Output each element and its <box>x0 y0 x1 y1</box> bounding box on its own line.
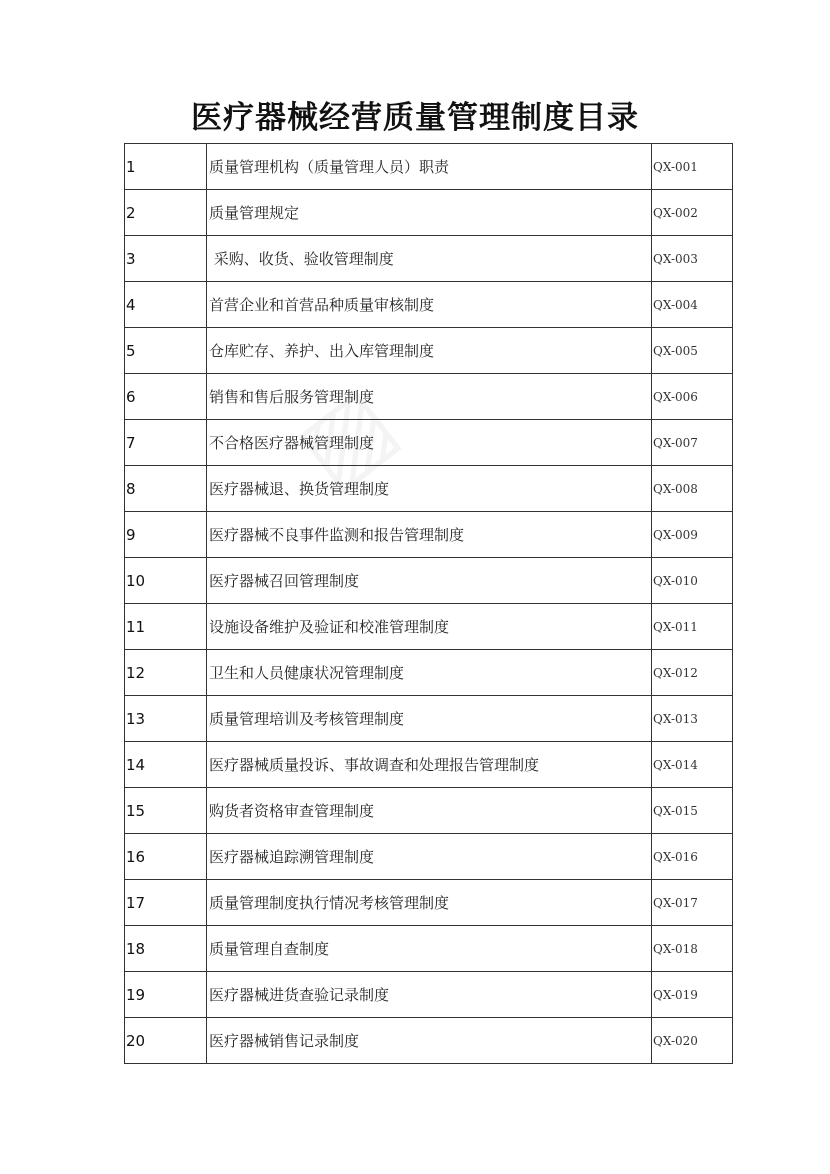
regulation-code: QX-004 <box>652 282 733 328</box>
row-number: 14 <box>125 742 207 788</box>
regulation-name: 购货者资格审查管理制度 <box>207 788 652 834</box>
regulation-name: 质量管理自查制度 <box>207 926 652 972</box>
regulation-name: 医疗器械进货查验记录制度 <box>207 972 652 1018</box>
table-row <box>125 742 733 788</box>
regulation-code: QX-006 <box>652 374 733 420</box>
row-number: 17 <box>125 880 207 926</box>
table-row <box>125 604 733 650</box>
regulation-name: 采购、收货、验收管理制度 <box>207 236 652 282</box>
regulation-name: 医疗器械不良事件监测和报告管理制度 <box>207 512 652 558</box>
row-number: 9 <box>125 512 207 558</box>
table-row <box>125 972 733 1018</box>
regulation-code: QX-020 <box>652 1018 733 1064</box>
table-row <box>125 420 733 466</box>
table-body <box>125 144 733 1064</box>
regulation-name: 质量管理制度执行情况考核管理制度 <box>207 880 652 926</box>
row-number: 4 <box>125 282 207 328</box>
row-number: 1 <box>125 144 207 190</box>
regulation-code: QX-014 <box>652 742 733 788</box>
regulation-name: 医疗器械退、换货管理制度 <box>207 466 652 512</box>
regulation-code: QX-002 <box>652 190 733 236</box>
row-number: 15 <box>125 788 207 834</box>
regulation-code: QX-017 <box>652 880 733 926</box>
table-row <box>125 512 733 558</box>
table-row <box>125 788 733 834</box>
regulation-name: 质量管理培训及考核管理制度 <box>207 696 652 742</box>
row-number: 7 <box>125 420 207 466</box>
table-row <box>125 466 733 512</box>
table-row <box>125 190 733 236</box>
regulation-code: QX-003 <box>652 236 733 282</box>
table-row <box>125 558 733 604</box>
table-row <box>125 282 733 328</box>
regulation-code: QX-005 <box>652 328 733 374</box>
table-row <box>125 926 733 972</box>
row-number: 12 <box>125 650 207 696</box>
regulation-code: QX-011 <box>652 604 733 650</box>
regulation-name: 医疗器械召回管理制度 <box>207 558 652 604</box>
regulation-index-table <box>124 143 733 1064</box>
regulation-code: QX-012 <box>652 650 733 696</box>
regulation-name: 不合格医疗器械管理制度 <box>207 420 652 466</box>
row-number: 6 <box>125 374 207 420</box>
row-number: 3 <box>125 236 207 282</box>
regulation-name: 卫生和人员健康状况管理制度 <box>207 650 652 696</box>
page-title: 医疗器械经营质量管理制度目录 <box>191 100 639 136</box>
row-number: 20 <box>125 1018 207 1064</box>
regulation-name: 质量管理机构（质量管理人员）职责 <box>207 144 652 190</box>
regulation-name: 质量管理规定 <box>207 190 652 236</box>
table-row <box>125 834 733 880</box>
table-row <box>125 236 733 282</box>
regulation-code: QX-007 <box>652 420 733 466</box>
regulation-code: QX-019 <box>652 972 733 1018</box>
regulation-code: QX-001 <box>652 144 733 190</box>
row-number: 18 <box>125 926 207 972</box>
regulation-code: QX-008 <box>652 466 733 512</box>
regulation-name: 医疗器械追踪溯管理制度 <box>207 834 652 880</box>
regulation-name: 设施设备维护及验证和校准管理制度 <box>207 604 652 650</box>
regulation-name: 仓库贮存、养护、出入库管理制度 <box>207 328 652 374</box>
row-number: 2 <box>125 190 207 236</box>
regulation-code: QX-018 <box>652 926 733 972</box>
table-row <box>125 144 733 190</box>
regulation-code: QX-015 <box>652 788 733 834</box>
row-number: 13 <box>125 696 207 742</box>
row-number: 5 <box>125 328 207 374</box>
regulation-name: 销售和售后服务管理制度 <box>207 374 652 420</box>
row-number: 8 <box>125 466 207 512</box>
regulation-name: 医疗器械销售记录制度 <box>207 1018 652 1064</box>
row-number: 16 <box>125 834 207 880</box>
regulation-name: 医疗器械质量投诉、事故调查和处理报告管理制度 <box>207 742 652 788</box>
regulation-code: QX-010 <box>652 558 733 604</box>
regulation-code: QX-009 <box>652 512 733 558</box>
table-row <box>125 328 733 374</box>
table-row <box>125 696 733 742</box>
table-row <box>125 880 733 926</box>
table-row <box>125 1018 733 1064</box>
row-number: 19 <box>125 972 207 1018</box>
row-number: 11 <box>125 604 207 650</box>
table-row <box>125 374 733 420</box>
regulation-code: QX-016 <box>652 834 733 880</box>
table-row <box>125 650 733 696</box>
regulation-name: 首营企业和首营品种质量审核制度 <box>207 282 652 328</box>
regulation-code: QX-013 <box>652 696 733 742</box>
row-number: 10 <box>125 558 207 604</box>
